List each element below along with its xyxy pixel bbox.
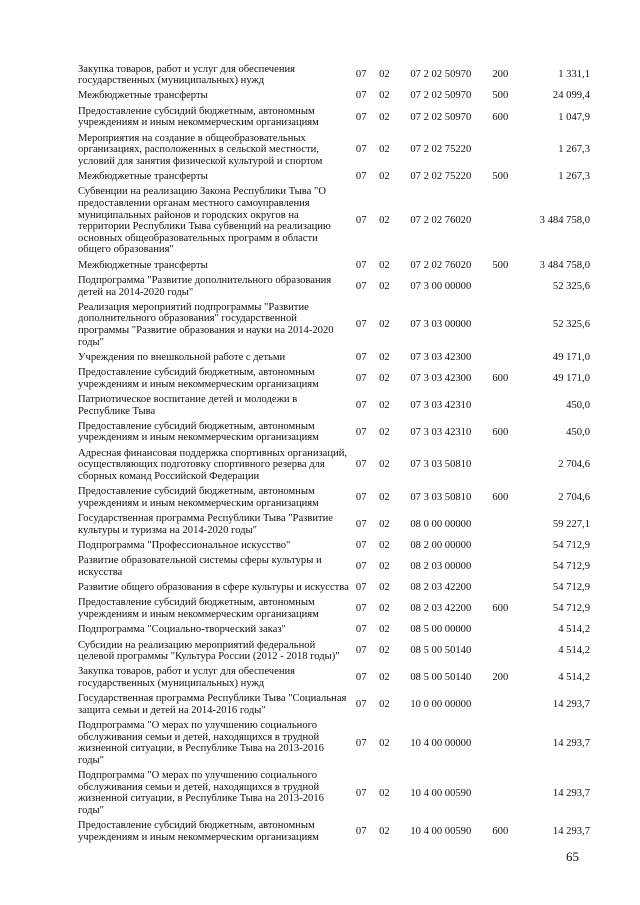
row-amount: 14 293,7 <box>552 699 590 711</box>
row-expense-type <box>485 719 515 769</box>
row-target-article: 07 3 03 00000 <box>410 319 472 331</box>
row-name: Предоставление субсидий бюджетным, автономным учреждениям и иным некоммерческим организациям <box>78 420 319 444</box>
row-subsection: 02 <box>379 319 390 331</box>
row-section: 07 <box>355 372 367 384</box>
row-amount: 24 099,4 <box>552 90 590 102</box>
row-expense-type <box>485 769 515 819</box>
table-row <box>78 258 590 273</box>
row-target-article: 07 2 02 50970 <box>410 111 472 123</box>
row-name: Учреждения по внешкольной работе с детьми <box>78 351 286 363</box>
row-name: Межбюджетные трансферты <box>78 171 208 183</box>
row-section: 07 <box>355 561 367 573</box>
row-name: Предоставление субсидий бюджетным, автономным учреждениям и иным некоммерческим организациям <box>78 597 319 620</box>
row-subsection: 02 <box>379 518 390 530</box>
row-target-article: 07 2 02 50970 <box>410 69 472 81</box>
row-subsection: 02 <box>379 215 390 227</box>
row-expense-type <box>485 273 515 300</box>
row-amount: 14 293,7 <box>552 737 590 749</box>
row-subsection: 02 <box>379 492 390 504</box>
row-amount: 1 047,9 <box>558 111 590 123</box>
table-row <box>78 273 590 300</box>
row-target-article: 08 2 00 00000 <box>410 539 472 551</box>
row-subsection: 02 <box>379 459 390 471</box>
row-expense-type: 600 <box>492 492 509 504</box>
row-subsection: 02 <box>379 645 390 657</box>
row-target-article: 07 3 03 42310 <box>410 426 472 438</box>
row-section: 07 <box>355 171 367 183</box>
row-section: 07 <box>355 787 367 799</box>
row-name: Подпрограмма "О мерах по улучшению социального обслуживания семьи и детей, находящихся в трудной жизненной ситуации, в Республике Тыва на 2013-2016 годы" <box>78 720 324 766</box>
row-expense-type <box>485 350 515 365</box>
row-section: 07 <box>355 737 367 749</box>
row-amount: 54 712,9 <box>552 539 590 551</box>
row-section: 07 <box>355 111 367 123</box>
row-amount: 3 484 758,0 <box>539 259 590 271</box>
table-row <box>78 623 590 638</box>
row-amount: 14 293,7 <box>552 826 590 838</box>
row-section: 07 <box>355 582 367 594</box>
row-expense-type: 500 <box>492 259 509 271</box>
row-subsection: 02 <box>379 582 390 594</box>
row-subsection: 02 <box>379 171 390 183</box>
row-expense-type <box>485 131 515 169</box>
row-name: Адресная финансовая поддержка спортивных организаций, осуществляющих подготовку спортивного резерва для сборных команд Российской Федерации <box>78 447 348 482</box>
row-amount: 59 227,1 <box>552 518 590 530</box>
row-subsection: 02 <box>379 426 390 438</box>
row-name: Государственная программа Республики Тыва "Социальная защита семьи и детей на 2014-2016 годы" <box>78 693 347 716</box>
table-row <box>78 581 590 596</box>
table-row <box>78 638 590 665</box>
row-name: Субвенции на реализацию Закона Республики Тыва "О предоставлении органам местного самоуправления муниципальных районов и городских округов на территории Республики Тыва субвенций на реализацию основных общеобразовательных программ в области общего образования" <box>78 186 331 256</box>
row-amount: 4 514,2 <box>558 672 590 684</box>
row-expense-type <box>485 554 515 581</box>
table-row <box>78 350 590 365</box>
row-name: Подпрограмма "Социально-творческий заказ" <box>78 624 286 636</box>
row-amount: 49 171,0 <box>552 372 590 384</box>
row-target-article: 07 3 03 42300 <box>410 372 472 384</box>
row-expense-type <box>485 446 515 484</box>
row-name: Подпрограмма "Развитие дополнительного образования детей на 2014-2020 годы" <box>78 274 332 298</box>
row-subsection: 02 <box>379 672 390 684</box>
row-subsection: 02 <box>379 699 390 711</box>
row-section: 07 <box>355 399 367 411</box>
row-section: 07 <box>355 699 367 711</box>
row-name: Патриотическое воспитание детей и молодежи в Республике Тыва <box>78 394 298 417</box>
row-target-article: 07 2 02 76020 <box>410 215 472 227</box>
row-name: Предоставление субсидий бюджетным, автономным учреждениям и иным некоммерческим организациям <box>78 105 319 129</box>
row-section: 07 <box>355 90 367 102</box>
row-expense-type: 600 <box>492 111 509 123</box>
row-amount: 54 712,9 <box>552 603 590 615</box>
row-expense-type <box>485 392 515 419</box>
row-subsection: 02 <box>379 603 390 615</box>
row-name: Развитие общего образования в сфере культуры и искусства <box>78 582 349 594</box>
table-row <box>78 512 590 539</box>
row-section: 07 <box>355 539 367 551</box>
table-row <box>78 366 590 393</box>
row-target-article: 07 3 03 42300 <box>410 351 472 363</box>
row-name: Подпрограмма "О мерах по улучшению социального обслуживания семьи и детей, находящихся в трудной жизненной ситуации, в Республике Тыва на 2013-2016 годы" <box>78 770 324 817</box>
row-expense-type <box>485 512 515 539</box>
row-amount: 4 514,2 <box>558 624 590 636</box>
row-target-article: 07 3 03 50810 <box>410 459 472 471</box>
row-amount: 54 712,9 <box>552 582 590 594</box>
table-row <box>78 665 590 692</box>
row-subsection: 02 <box>379 280 390 292</box>
row-expense-type: 600 <box>492 603 509 615</box>
row-name: Предоставление субсидий бюджетным, автономным учреждениям и иным некоммерческим организациям <box>78 367 319 390</box>
row-amount: 2 704,6 <box>558 459 590 471</box>
row-name: Межбюджетные трансферты <box>78 90 208 102</box>
row-section: 07 <box>355 69 367 81</box>
row-target-article: 07 3 00 00000 <box>410 280 472 292</box>
row-amount: 14 293,7 <box>552 787 590 799</box>
row-section: 07 <box>355 351 367 363</box>
row-expense-type: 500 <box>492 90 509 102</box>
table-row <box>78 446 590 484</box>
row-expense-type <box>485 623 515 638</box>
row-subsection: 02 <box>379 561 390 573</box>
row-amount: 1 267,3 <box>558 144 590 156</box>
row-target-article: 10 4 00 00000 <box>410 737 472 749</box>
row-expense-type <box>485 538 515 553</box>
row-section: 07 <box>355 144 367 156</box>
table-row <box>78 131 590 169</box>
row-subsection: 02 <box>379 69 390 81</box>
row-expense-type <box>485 638 515 665</box>
row-amount: 49 171,0 <box>552 351 590 363</box>
row-name: Подпрограмма "Профессиональное искусство" <box>78 539 291 551</box>
row-target-article: 08 5 00 50140 <box>410 672 472 684</box>
row-section: 07 <box>355 215 367 227</box>
row-expense-type <box>485 692 515 719</box>
table-row <box>78 419 590 446</box>
table-row <box>78 819 590 846</box>
row-expense-type <box>485 185 515 258</box>
row-name: Развитие образовательной системы сферы культуры и искусства <box>78 555 322 578</box>
row-section: 07 <box>355 624 367 636</box>
row-amount: 54 712,9 <box>552 561 590 573</box>
row-name: Субсидии на реализацию мероприятий федеральной целевой программы "Культура России (2012 - 2018 годы)" <box>78 639 340 663</box>
table-row <box>78 485 590 512</box>
row-expense-type: 600 <box>492 426 509 438</box>
row-section: 07 <box>355 645 367 657</box>
row-section: 07 <box>355 259 367 271</box>
row-amount: 1 267,3 <box>558 171 590 183</box>
row-section: 07 <box>355 492 367 504</box>
row-section: 07 <box>355 603 367 615</box>
row-subsection: 02 <box>379 111 390 123</box>
row-name: Закупка товаров, работ и услуг для обеспечения государственных (муниципальных) нужд <box>78 63 296 87</box>
row-amount: 450,0 <box>566 426 590 438</box>
table-row <box>78 104 590 131</box>
row-amount: 52 325,6 <box>552 319 590 331</box>
table-row <box>78 538 590 553</box>
row-amount: 4 514,2 <box>558 645 590 657</box>
row-section: 07 <box>355 426 367 438</box>
row-target-article: 08 2 03 42200 <box>410 603 472 615</box>
row-expense-type: 600 <box>492 372 509 384</box>
row-amount: 52 325,6 <box>552 280 590 292</box>
row-subsection: 02 <box>379 787 390 799</box>
row-target-article: 07 2 02 75220 <box>410 171 472 183</box>
row-target-article: 08 5 00 00000 <box>410 624 472 636</box>
row-name: Межбюджетные трансферты <box>78 259 208 271</box>
row-subsection: 02 <box>379 399 390 411</box>
row-subsection: 02 <box>379 144 390 156</box>
table-row <box>78 392 590 419</box>
row-target-article: 07 3 03 50810 <box>410 492 472 504</box>
row-subsection: 02 <box>379 826 390 838</box>
row-target-article: 08 2 03 42200 <box>410 582 472 594</box>
row-section: 07 <box>355 459 367 471</box>
row-subsection: 02 <box>379 259 390 271</box>
page-number: 65 <box>566 849 579 864</box>
row-subsection: 02 <box>379 351 390 363</box>
row-target-article: 07 2 02 75220 <box>410 144 472 156</box>
row-target-article: 10 4 00 00590 <box>410 787 472 799</box>
row-target-article: 07 2 02 50970 <box>410 90 472 102</box>
row-target-article: 07 2 02 76020 <box>410 259 472 271</box>
row-subsection: 02 <box>379 539 390 551</box>
row-subsection: 02 <box>379 737 390 749</box>
budget-table <box>78 62 590 846</box>
row-target-article: 10 4 00 00590 <box>410 826 472 838</box>
row-section: 07 <box>355 518 367 530</box>
row-expense-type: 500 <box>492 171 509 183</box>
row-subsection: 02 <box>379 624 390 636</box>
table-row <box>78 596 590 623</box>
row-target-article: 08 0 00 00000 <box>410 518 472 530</box>
row-expense-type: 600 <box>492 826 509 838</box>
row-section: 07 <box>355 672 367 684</box>
table-row <box>78 170 590 185</box>
row-name: Предоставление субсидий бюджетным, автономным учреждениям и иным некоммерческим организациям <box>78 486 319 509</box>
table-row <box>78 300 590 350</box>
row-name: Реализация мероприятий подпрограммы "Развитие дополнительного образования" государственной программы "Развитие образования и науки на 2014-2020 годы" <box>78 301 334 348</box>
row-name: Предоставление субсидий бюджетным, автономным учреждениям и иным некоммерческим организациям <box>78 820 319 843</box>
table-row <box>78 769 590 819</box>
row-expense-type <box>485 581 515 596</box>
row-amount: 3 484 758,0 <box>539 215 590 227</box>
row-amount: 2 704,6 <box>558 492 590 504</box>
row-subsection: 02 <box>379 90 390 102</box>
row-section: 07 <box>355 319 367 331</box>
row-target-article: 07 3 03 42310 <box>410 399 472 411</box>
row-amount: 450,0 <box>566 399 590 411</box>
row-target-article: 10 0 00 00000 <box>410 699 472 711</box>
budget-table-body <box>78 62 590 846</box>
row-target-article: 08 2 03 00000 <box>410 561 472 573</box>
table-row <box>78 62 590 89</box>
table-row <box>78 554 590 581</box>
row-expense-type <box>485 300 515 350</box>
row-name: Мероприятия на создание в общеобразовательных организациях, расположенных в сельской местности, условий для занятия физической культурой и спортом <box>78 132 323 167</box>
row-section: 07 <box>355 826 367 838</box>
table-row <box>78 692 590 719</box>
row-expense-type: 200 <box>492 69 509 81</box>
table-row <box>78 719 590 769</box>
row-amount: 1 331,1 <box>558 69 590 81</box>
table-row <box>78 185 590 258</box>
row-target-article: 08 5 00 50140 <box>410 645 472 657</box>
row-name: Государственная программа Республики Тыва "Развитие культуры и туризма на 2014-2020 годы" <box>78 513 334 536</box>
row-section: 07 <box>355 280 367 292</box>
row-subsection: 02 <box>379 372 390 384</box>
row-expense-type: 200 <box>492 672 509 684</box>
table-row <box>78 89 590 104</box>
row-name: Закупка товаров, работ и услуг для обеспечения государственных (муниципальных) нужд <box>78 666 296 690</box>
